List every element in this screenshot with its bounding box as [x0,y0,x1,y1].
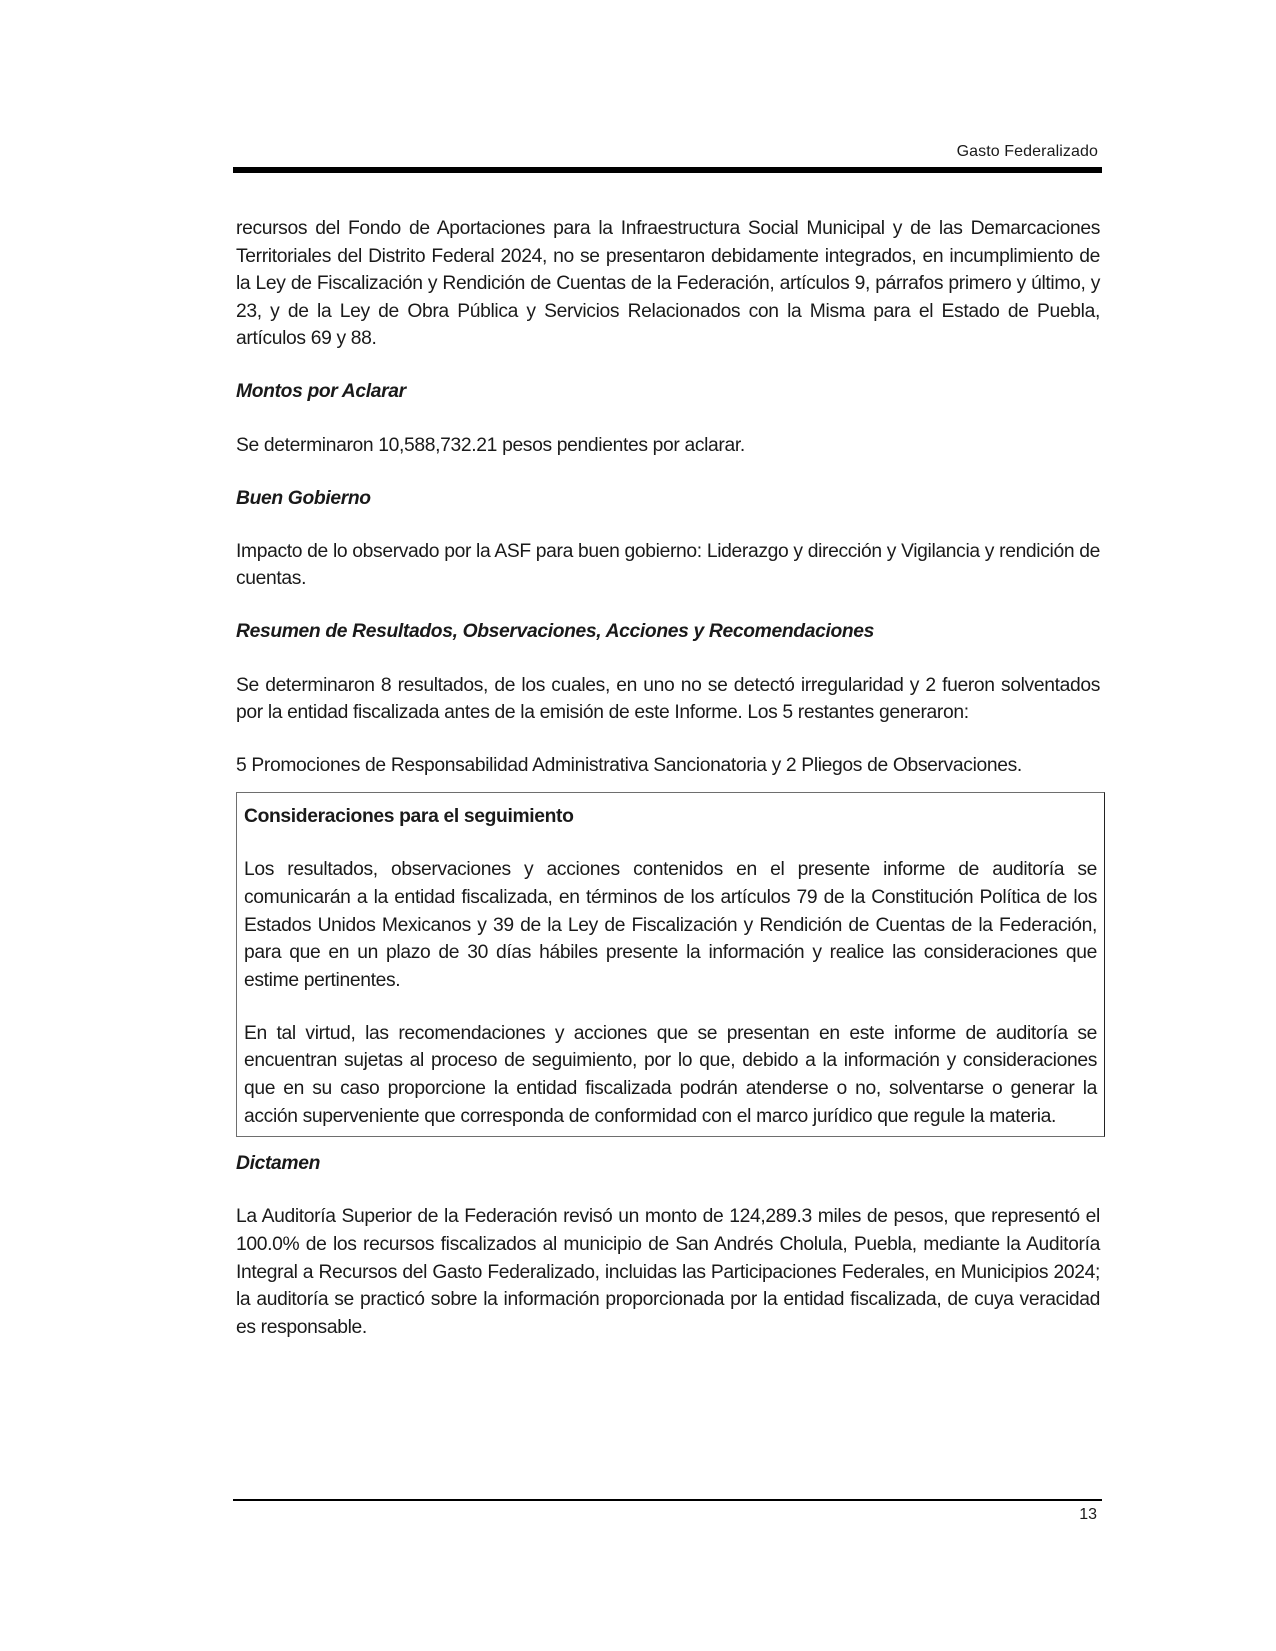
consideraciones-box [236,792,1105,1137]
buen-gobierno-text: Impacto de lo observado por la ASF para buen gobierno: Liderazgo y dirección y Vigilancia y rendición de cuentas. [236,540,1100,590]
montos-heading: Montos por Aclarar [236,381,406,403]
resumen-heading: Resumen de Resultados, Observaciones, Acciones y Recomendaciones [236,621,875,643]
dictamen-text: La Auditoría Superior de la Federación revisó un monto de 124,289.3 miles de pesos, que representó el 100.0% de los recursos fiscalizados al municipio de San Andrés Cholula, Puebla, mediante la Auditoría Integral a Recursos del Gasto Federalizado, incluidas las Participaciones Federales, en Municipios 2024; la auditoría se practicó sobre la información proporcionada por la entidad fiscalizada, de cuya veracidad es responsable. [236,1206,1100,1338]
dictamen-heading: Dictamen [236,1153,320,1175]
header-rule [233,167,1102,173]
footer-rule [233,1499,1102,1501]
consideraciones-paragraph-1: Los resultados, observaciones y acciones contenidos en el presente informe de auditoría se comunicarán a la entidad fiscalizada, en términos de los artículos 79 de la Constitución Política de los Estados Unidos Mexicanos y 39 de la Ley de Fiscalización y Rendición de Cuentas de la Federación, para que en un plazo de 30 días hábiles presente la información y realice las consideraciones que estime pertinentes. [244,859,1097,991]
intro-paragraph: recursos del Fondo de Aportaciones para la Infraestructura Social Municipal y de las Demarcaciones Territoriales del Distrito Federal 2024, no se presentaron debidamente integrados, en incumplimiento de la Ley de Fiscalización y Rendición de Cuentas de la Federación, artículos 9, párrafos primero y último, y 23, y de la Ley de Obra Pública y Servicios Relacionados con la Misma para el Estado de Puebla, artículos 69 y 88. [236,218,1100,350]
page-number: 13 [1079,1506,1097,1523]
montos-text: Se determinaron 10,588,732.21 pesos pendientes por aclarar. [236,434,745,456]
consideraciones-heading: Consideraciones para el seguimiento [244,806,574,828]
resumen-actions: 5 Promociones de Responsabilidad Administrativa Sancionatoria y 2 Pliegos de Observaciones. [236,755,1022,777]
resumen-text: Se determinaron 8 resultados, de los cuales, en uno no se detectó irregularidad y 2 fueron solventados por la entidad fiscalizada antes de la emisión de este Informe. Los 5 restantes generaron: [236,674,1100,724]
buen-gobierno-heading: Buen Gobierno [236,487,371,509]
consideraciones-paragraph-2: En tal virtud, las recomendaciones y acciones que se presentan en este informe de auditoría se encuentran sujetas al proceso de seguimiento, por lo que, debido a la información y consideraciones que en su caso proporcione la entidad fiscalizada podrán atenderse o no, solventarse o generar la acción superveniente que corresponda de conformidad con el marco jurídico que regule la materia. [244,1022,1097,1127]
page-body [236,215,1100,1367]
running-header-title: Gasto Federalizado [956,143,1098,160]
